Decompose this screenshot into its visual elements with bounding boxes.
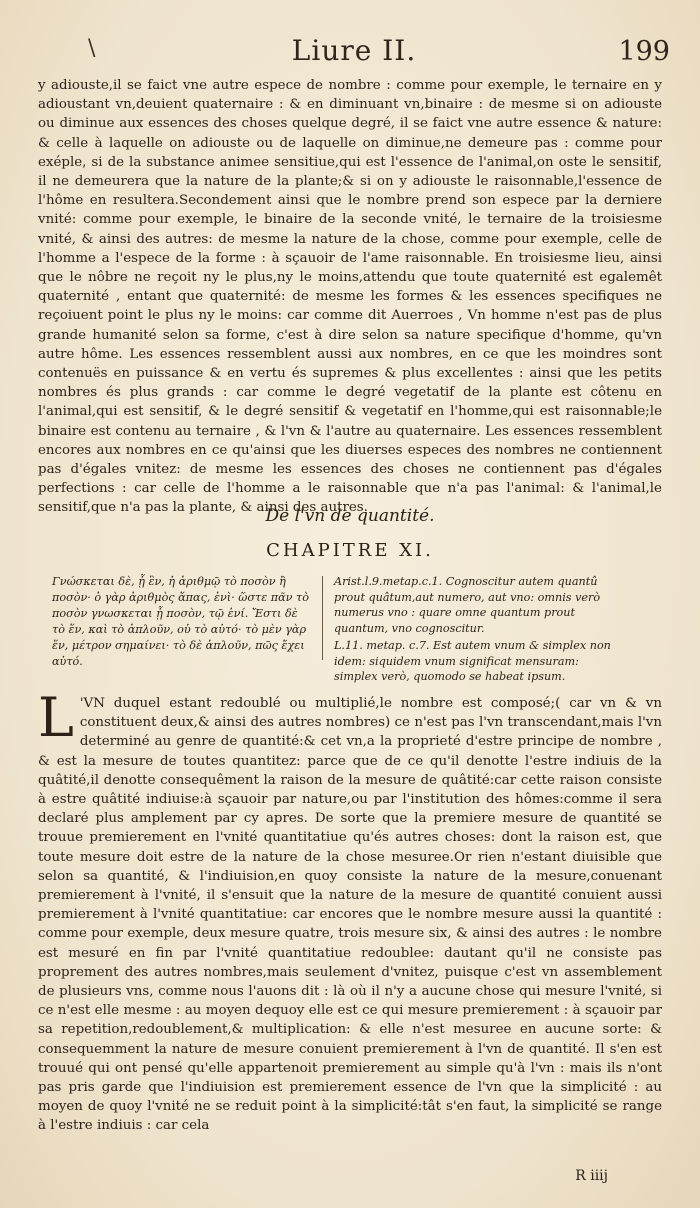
paragraph-2-text: 'VN duquel estant redoublé ou multiplié,le nombre est composé;( car vn & vn constituent deux,& ainsi des autres nombres) ce n'est pas l'vn transcendant,mais l'vn determiné au genre de quantité:& cet vn,a la proprieté d'estre principe de nombre , & est la mesure de toutes quantitez: parce que de ce qu'il denotte l'estre indiuis de la quâtité,il denotte consequêment la raison de la mesure de quâtité:car cette raison consiste à estre quâtité indiuise:à sçauoir par nature,ou par l'institution des hômes:comme il sera declaré plus amplement par cy apres. De sorte que la premiere mesure de quantité se trouue premierement en l'vnité quantitatiue qu'és autres choses: dont la raison est, que toute mesure doit estre de la nature de la chose mesuree.Or rien n'estant diuisible que selon sa quantité, & l'indiuision,en quoy consiste la nature de la mesure,conuenant premierement à l'vnité, il s'ensuit que la nature de la mesure de quantité conuient aussi premierement à l'vnité quantitatiue: car encores que le nombre mesure aussi la quantité : comme pour exemple, deux mesure quatre, trois mesure six, & ainsi des autres : le nombre est mesuré en fin par l'vnité quantitatiue redoublee: dautant qu'il ne consiste pas proprement des autres nombres,mais seulement d'vnitez, puisque c'est vn assemblement de plusieurs vns, comme nous l'auons dit : là où il n'y a aucune chose qui mesure l'vnité, si ce n'est elle mesme : au moyen dequoy elle est ce qui mesure premierement : à sçauoir par sa repetition,redoublement,& multiplication: & elle n'est mesuree en aucune sorte: & consequemment la nature de mesure conuient premierement à l'vn de quantité. Il s'en est trouué qui ont pensé qu'elle appartenoit premierement au simple qu'à l'vn : mais ils n'ont pas pris garde que l'indiuision est premierement essence de l'vn que la simplicité : au moyen de quoy l'vnité ne se reduit point à la simplicité:tât s'en faut, la simplicité se range à l'estre indiuis : car cela (38, 696, 662, 1134)
page-header (38, 32, 670, 72)
paragraph-2 (38, 686, 662, 1136)
drop-cap: L (38, 686, 74, 749)
corner-mark: \ (88, 36, 96, 61)
section-title: De l'vn de quantité. (265, 506, 435, 526)
greek-quotation: Γνώσκεται δὲ, ᾗ ἓν, ἡ ἀριθμῷ τὸ ποσὸν ἢ ποσὸν· ὁ γὰρ ἀριθμὸς ἅπας, ἑνὶ· ὥστε πᾶν τὸ ποσὸν γνωσκεται ᾗ ποσὸν, τῷ ἑνί. Ἔστι δὲ τὸ ἕν, καὶ τὸ ἁπλοῦν, οὐ τὸ αὐτό· τὸ μὲν γὰρ ἕν, μέτρον σημαίνει· τὸ δὲ ἁπλοῦν, πῶς ἔχει αὐτό. (52, 575, 309, 668)
latin-quotation-2: L.11. metap. c.7. Est autem vnum & simplex non idem: siquidem vnum significat mensuram: simplex verò, quomodo se habeat ipsum. (334, 639, 611, 683)
latin-quotations (334, 574, 624, 687)
latin-quotation-1: Arist.l.9.metap.c.1. Cognoscitur autem quantû prout quâtum,aut numero, aut vno: omnis verò numerus vno : quare omne quantum prout quantum, vno cognoscitur. (334, 575, 601, 635)
running-title: Liure II. (291, 34, 417, 67)
column-divider (322, 576, 323, 660)
page-number: 199 (618, 36, 670, 67)
signature-mark: R iiij (575, 1168, 608, 1184)
paragraph-1 (38, 76, 662, 518)
chapter-title: CHAPITRE XI. (266, 540, 434, 561)
paragraph-1-text: y adiouste,il se faict vne autre espece de nombre : comme pour exemple, le ternaire en y adioustant vn,deuient quaternaire : & en diminuant vn,binaire : de mesme si on adiouste ou diminue aux essences des choses quelque degré, il se faict vne autre essence & nature: & celle à laquelle on adiouste ou de laquelle on diminue,ne demeure pas : comme pour exéple, si de la substance animee sensitiue,qui est l'essence de l'animal,on oste le sensitif, il ne demeurera que la nature de la plante;& si on y adiouste le raisonnable,l'essence de l'hôme en resultera.Secondement ainsi que le nombre prend son espece par la derniere vnité: comme pour exemple, le binaire de la seconde vnité, le ternaire de la troisiesme vnité, & ainsi des autres: de mesme la nature de la chose, comme pour exemple, celle de l'homme a l'espece de la forme : à sçauoir de l'ame raisonnable. En troisiesme lieu, ainsi que le nôbre ne reçoit ny le plus,ny le moins,attendu que toute quaternité est egalemêt quaternité , entant que quaternité: de mesme les formes & les essences specifiques ne reçoiuent point le plus ny le moins: car comme dit Auerroes , Vn homme n'est pas de plus grande humanité selon sa forme, c'est à dire selon sa nature specifique d'homme, qu'vn autre hôme. Les essences ressemblent aussi aux nombres, en ce que les moindres sont contenuës en puissance & en vertu és supremes & plus excellentes : ainsi que les petits nombres és plus grands : car comme le degré vegetatif de la plante est côtenu en l'animal,qui est sensitif, & le degré sensitif & vegetatif en l'homme,qui est raisonnable;le binaire est contenu au ternaire , & l'vn & l'autre au quaternaire. Les essences ressemblent encores aux nombres en ce qu'ainsi que les diuerses especes des nombres ne contiennent pas d'égales vnitez: de mesme les essences des choses ne contiennent pas d'égales perfections : car celle de l'homme a le raisonnable que n'a pas l'animal: & l'animal,le sensitif,que n'a pas la plante, & ainsi des autres. (38, 78, 662, 516)
quotation-columns (52, 574, 622, 684)
